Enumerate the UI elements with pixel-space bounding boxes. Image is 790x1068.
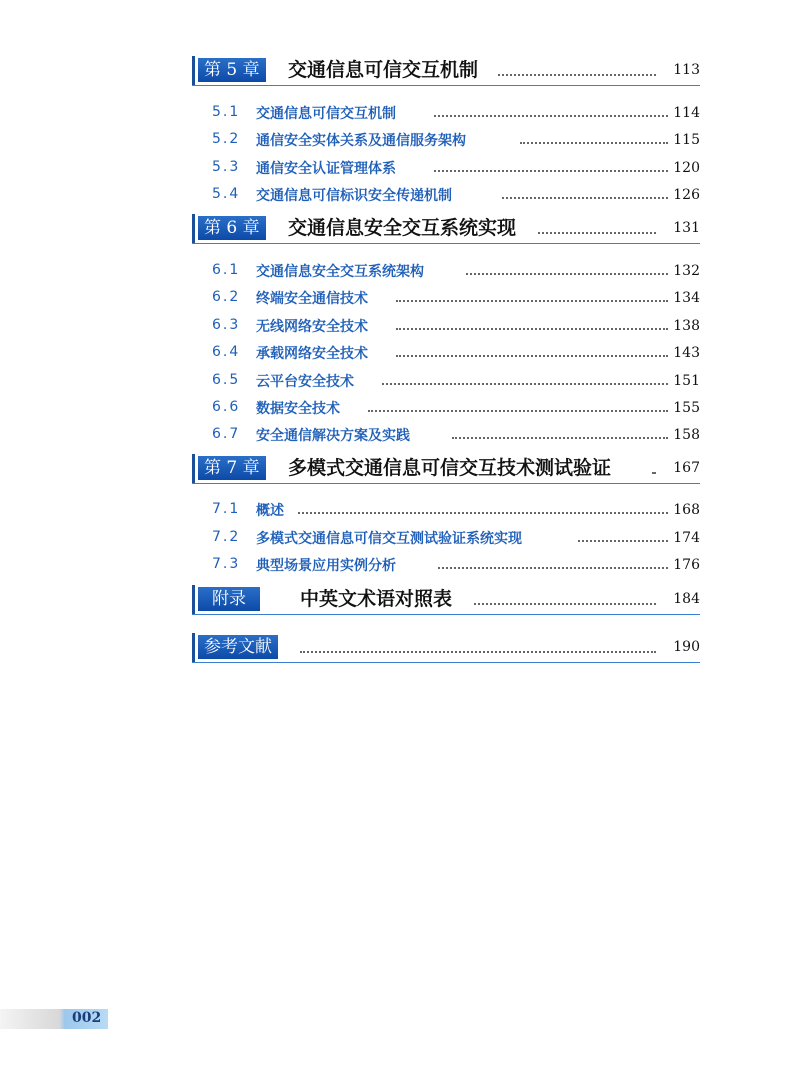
- chapter-underline: [192, 662, 700, 663]
- leader-dots: [368, 410, 668, 412]
- chapter-badge: 参考文献: [198, 635, 278, 659]
- section-number: 7.2: [212, 529, 241, 545]
- toc-section[interactable]: [212, 343, 700, 365]
- chapter-badge: 第 5 章: [198, 58, 266, 82]
- section-number: 5.3: [212, 159, 241, 175]
- page-number: 114: [673, 105, 700, 121]
- chapter-badge: 第 7 章: [198, 456, 266, 480]
- leader-dots: [434, 170, 668, 172]
- page-number: 155: [673, 400, 700, 416]
- section-title: 终端安全通信技术: [256, 291, 368, 307]
- chapter-underline: [192, 243, 700, 244]
- leader-dots: [466, 273, 668, 275]
- toc-section[interactable]: [212, 185, 700, 207]
- section-title: 交通信息安全交互系统架构: [256, 264, 424, 280]
- section-title: 通信安全实体关系及通信服务架构: [256, 133, 466, 149]
- page-number: 190: [673, 639, 700, 655]
- toc-section[interactable]: [212, 371, 700, 393]
- folio-number: 002: [72, 1010, 102, 1026]
- chapter-title: 中英文术语对照表: [300, 588, 453, 610]
- section-number: 6.7: [212, 426, 241, 442]
- page-number: 167: [673, 460, 700, 476]
- page-number: 143: [673, 345, 700, 361]
- section-title: 多模式交通信息可信交互测试验证系统实现: [256, 531, 522, 547]
- chapter-underline: [192, 483, 700, 484]
- toc-chapter[interactable]: [192, 454, 700, 484]
- page-number: 120: [673, 160, 700, 176]
- page-number: 151: [673, 373, 700, 389]
- chapter-marker: [192, 56, 195, 86]
- page-number: 174: [673, 530, 700, 546]
- section-title: 交通信息可信标识安全传递机制: [256, 188, 452, 204]
- chapter-marker: [192, 585, 195, 615]
- leader-dots: [396, 300, 668, 302]
- section-number: 6.2: [212, 289, 241, 305]
- leader-dots: [538, 232, 656, 234]
- chapter-marker: [192, 633, 195, 663]
- section-number: 6.5: [212, 372, 241, 388]
- page-number: 132: [673, 263, 700, 279]
- leader-dots: [396, 355, 668, 357]
- section-title: 交通信息可信交互机制: [256, 106, 396, 122]
- leader-dots: [298, 512, 668, 514]
- section-number: 5.2: [212, 131, 241, 147]
- chapter-marker: [192, 454, 195, 484]
- toc-section[interactable]: [212, 316, 700, 338]
- page-number: 184: [673, 591, 700, 607]
- section-number: 6.1: [212, 262, 241, 278]
- leader-dots: [502, 197, 668, 199]
- section-number: 5.4: [212, 186, 241, 202]
- toc-section[interactable]: [212, 425, 700, 447]
- toc-section[interactable]: [212, 398, 700, 420]
- chapter-badge: 附录: [198, 587, 260, 611]
- toc-chapter[interactable]: [192, 56, 700, 86]
- leader-dots: [396, 328, 668, 330]
- toc-references[interactable]: [192, 633, 700, 663]
- toc-section[interactable]: [212, 158, 700, 180]
- leader-dots: [382, 383, 668, 385]
- chapter-marker: [192, 214, 195, 244]
- leader-dots: [520, 142, 668, 144]
- leader-dots: [474, 603, 656, 605]
- toc-section[interactable]: [212, 528, 700, 550]
- leader-dots: [434, 115, 668, 117]
- toc-section[interactable]: [212, 555, 700, 577]
- page-number: 134: [673, 290, 700, 306]
- chapter-underline: [192, 85, 700, 86]
- toc-section[interactable]: [212, 261, 700, 283]
- chapter-title: 多模式交通信息可信交互技术测试验证: [288, 457, 612, 479]
- toc-chapter[interactable]: [192, 214, 700, 244]
- page-number: 158: [673, 427, 700, 443]
- section-title: 典型场景应用实例分析: [256, 558, 396, 574]
- page-number: 115: [673, 132, 700, 148]
- page-number: 113: [673, 62, 700, 78]
- section-title: 安全通信解决方案及实践: [256, 428, 410, 444]
- page-number: 131: [673, 220, 700, 236]
- section-title: 通信安全认证管理体系: [256, 161, 396, 177]
- toc-section[interactable]: [212, 500, 700, 522]
- section-title: 承载网络安全技术: [256, 346, 368, 362]
- section-number: 5.1: [212, 104, 241, 120]
- toc-appendix[interactable]: [192, 585, 700, 615]
- leader-dots: [300, 651, 656, 653]
- chapter-badge: 第 6 章: [198, 216, 266, 240]
- section-number: 6.6: [212, 399, 241, 415]
- chapter-title: 交通信息可信交互机制: [288, 59, 479, 81]
- page-number: 168: [673, 502, 700, 518]
- page-number: 176: [673, 557, 700, 573]
- section-number: 6.4: [212, 344, 241, 360]
- page-folio: [0, 1009, 108, 1029]
- section-title: 无线网络安全技术: [256, 319, 368, 335]
- section-title: 云平台安全技术: [256, 374, 354, 390]
- page-number: 138: [673, 318, 700, 334]
- toc-section[interactable]: [212, 288, 700, 310]
- toc-section[interactable]: [212, 103, 700, 125]
- toc-section[interactable]: [212, 130, 700, 152]
- section-title: 数据安全技术: [256, 401, 340, 417]
- section-number: 6.3: [212, 317, 241, 333]
- leader-dots: [452, 437, 668, 439]
- chapter-underline: [192, 614, 700, 615]
- section-number: 7.3: [212, 556, 241, 572]
- section-title: 概述: [256, 503, 284, 519]
- section-number: 7.1: [212, 501, 241, 517]
- leader-dots: [652, 472, 656, 474]
- leader-dots: [578, 540, 668, 542]
- chapter-title: 交通信息安全交互系统实现: [288, 217, 517, 239]
- page-number: 126: [673, 187, 700, 203]
- leader-dots: [498, 74, 656, 76]
- leader-dots: [438, 567, 668, 569]
